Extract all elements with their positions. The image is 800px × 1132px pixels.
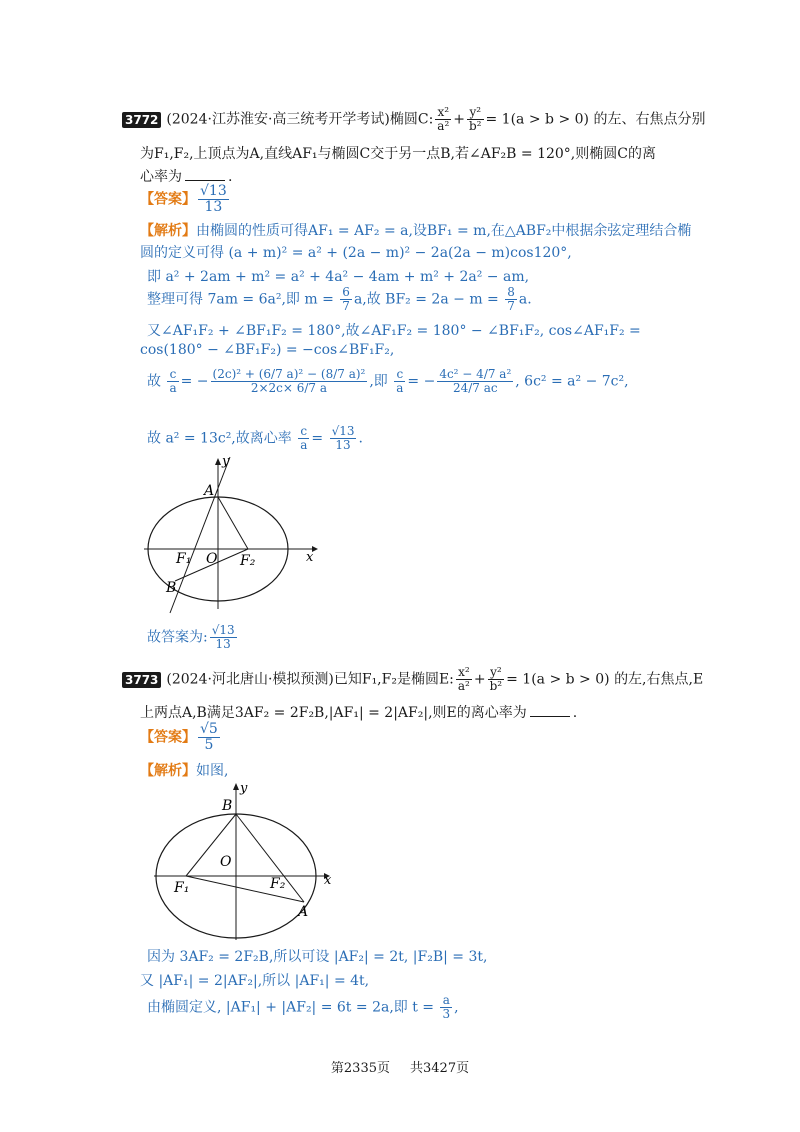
label-f1: F₁ [176, 551, 192, 567]
ellipse-figure-3772 [140, 455, 330, 615]
segment-af2 [218, 497, 248, 549]
analysis-3772-cosine-formula: 故 $\frac{c}{a}$ = − $\frac{\text{(2c)² + (6/7 a)² − (8/7 a)²}}{2\times 2c\times 6/7 a}$ ,即 $\frac{c}{a}$ = − $\frac{\text{4c² − 4/7 a²}}{24/7 ac}$ , 6c² = a² − 7c², [147, 367, 629, 395]
answer-blank [530, 704, 570, 717]
analysis-3772-line3: 即 a² + 2am + m² = a² + 4a² − 4am + m² + 2a² − am, [147, 269, 530, 285]
problem-source: (2024·江苏淮安·高三统考开学考试) [166, 111, 390, 128]
problem-3772-stem-line3: 心率为 . [140, 169, 233, 185]
analysis-label: 【解析】 [140, 223, 196, 239]
fraction: $\frac{\text{y²}}{\text{b²}}$ [469, 105, 482, 133]
analysis-3773-line3: 由椭圆定义, |AF₁| + |AF₂| = 6t = 2a,即 t = $\frac{a}{3}$ , [147, 993, 459, 1021]
analysis-3772-line2: 圆的定义可得 (a + m)² = a² + (2a − m)² − 2a(2a − m)cos120°, [140, 245, 572, 261]
label-o: O [206, 551, 218, 567]
analysis-3772-line4: 整理可得 7am = 6a²,即 m = $\frac{6}{7}$ a,故 BF₂ = 2a − m = $\frac{8}{7}$ a. [147, 285, 532, 313]
label-b: B [166, 580, 177, 596]
label-f2: F₂ [270, 876, 286, 892]
label-y: y [240, 781, 248, 796]
final-answer-3772: 故答案为: $\frac{√13}{13}$ [147, 623, 235, 651]
problem-source: (2024·河北唐山·模拟预测) [166, 671, 334, 688]
problem-number-badge: 3772 [122, 112, 161, 128]
problem-3773-stem: 3773 (2024·河北唐山·模拟预测)已知F₁,F₂是椭圆E: $\frac{\text{x²}}{\text{a²}}$ + $\frac{\text{y²}}{\text{b²}}$ = 1(a > b > 0) 的左,右焦点,E [122, 666, 703, 693]
analysis-3773-line1: 因为 3AF₂ = 2F₂B,所以可设 |AF₂| = 2t, |F₂B| = 3t, [147, 949, 488, 965]
label-x: x [306, 550, 314, 565]
big-fraction: $\frac{\text{(2c)² + (6/7 a)² − (8/7 a)²}}{2\times 2c\times 6/7 a}$ [212, 367, 366, 395]
label-x: x [324, 873, 332, 888]
analysis-3772-line1: 【解析】由椭圆的性质可得AF₁ = AF₂ = a,设BF₁ = m,在△ABF₂中根据余弦定理结合椭 [140, 223, 692, 239]
ellipse-figure-3773 [148, 780, 338, 940]
big-fraction: $\frac{\text{4c² − 4/7 a²}}{24/7 ac}$ [439, 367, 512, 395]
analysis-3773-intro: 【解析】如图, [140, 763, 229, 779]
page-number: 第2335页 [330, 1061, 390, 1076]
label-f1: F₁ [174, 880, 190, 896]
analysis-3772-line6: cos(180° − ∠BF₁F₂) = −cos∠BF₁F₂, [140, 342, 395, 358]
y-axis-arrow [233, 783, 239, 790]
problem-3773-stem-line2: 上两点A,B满足3AF₂ = 2F₂B,|AF₁| = 2|AF₂|,则E的离心率为 . [140, 705, 578, 721]
line-af1 [170, 457, 230, 613]
page-footer [0, 1057, 800, 1076]
answer-label: 【答案】 [140, 191, 196, 208]
label-y: y [222, 455, 230, 469]
analysis-3772-eccentricity: 故 a² = 13c²,故离心率 $\frac{c}{a}$ = $\frac{√13}{13}$ . [147, 424, 363, 452]
answer-blank [185, 168, 225, 181]
y-axis-arrow [215, 458, 221, 465]
analysis-3772-line5: 又∠AF₁F₂ + ∠BF₁F₂ = 180°,故∠AF₁F₂ = 180° − ∠BF₁F₂, cos∠AF₁F₂ = [147, 323, 641, 339]
label-b: B [222, 798, 233, 814]
label-a: A [298, 904, 309, 920]
problem-3772-stem: 3772 (2024·江苏淮安·高三统考开学考试)椭圆C: $\frac{\text{x²}}{\text{a²}}$ + $\frac{\text{y²}}{\text{b²}}$ = 1(a > b > 0) 的左、右焦点分别 [122, 106, 705, 133]
answer-fraction: $\frac{√13}{13}$ [200, 183, 227, 215]
label-o: O [220, 854, 232, 870]
label-a: A [204, 483, 215, 499]
label-f2: F₂ [240, 553, 256, 569]
answer-3772 [140, 184, 231, 215]
answer-3773: 【答案】 $\frac{√5}{5}$ [140, 721, 218, 753]
total-pages: 共3427页 [410, 1061, 470, 1076]
fraction: $\frac{\text{x²}}{\text{a²}}$ [437, 105, 450, 133]
analysis-3773-line2: 又 |AF₁| = 2|AF₂|,所以 |AF₁| = 4t, [140, 973, 370, 989]
problem-number-badge: 3773 [122, 672, 161, 688]
problem-3772-stem-line2: 为F₁,F₂,上顶点为A,直线AF₁与椭圆C交于另一点B,若∠AF₂B = 120°,则椭圆C的离 [140, 146, 656, 162]
